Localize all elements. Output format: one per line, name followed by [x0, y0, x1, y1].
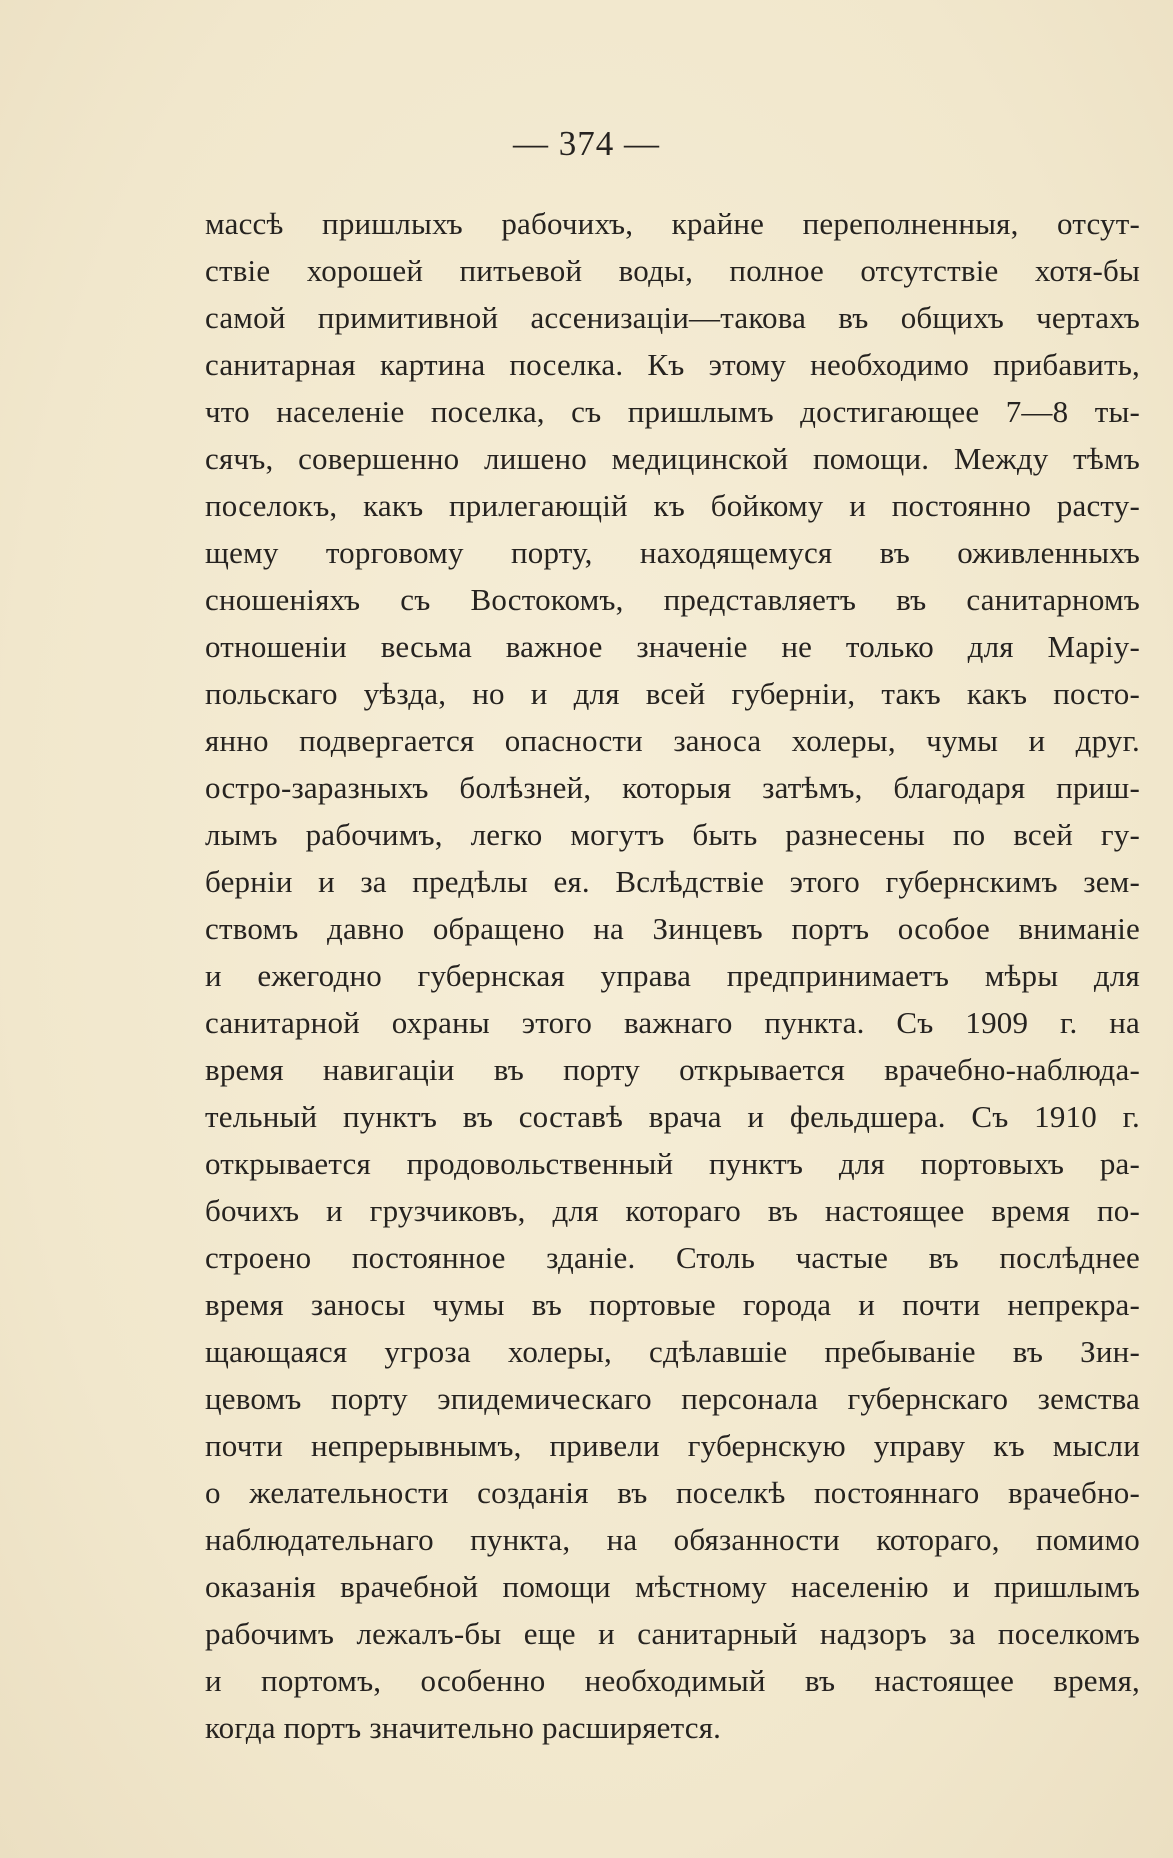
text-line: санитарной охраны этого важнаго пункта. Съ 1909 г. на — [205, 1005, 1140, 1040]
text-line: оказанія врачебной помощи мѣстному населенію и пришлымъ — [205, 1569, 1140, 1604]
text-line: время заносы чумы въ портовые города и почти непрекра- — [205, 1287, 1140, 1322]
text-line: о желательности созданія въ поселкѣ постояннаго врачебно- — [205, 1475, 1140, 1510]
text-line: остро-заразныхъ болѣзней, которыя затѣмъ, благодаря приш- — [205, 770, 1140, 805]
text-line: наблюдательнаго пункта, на обязанности котораго, помимо — [205, 1522, 1140, 1557]
text-line: рабочимъ лежалъ-бы еще и санитарный надзоръ за поселкомъ — [205, 1616, 1140, 1651]
text-line: щающаяся угроза холеры, сдѣлавшіе пребываніе въ Зин- — [205, 1334, 1140, 1369]
text-line: польскаго уѣзда, но и для всей губерніи, такъ какъ посто- — [205, 676, 1140, 711]
text-line: почти непрерывнымъ, привели губернскую управу къ мысли — [205, 1428, 1140, 1463]
text-line: санитарная картина поселка. Къ этому необходимо прибавить, — [205, 347, 1140, 382]
text-line: ствомъ давно обращено на Зинцевъ портъ особое вниманіе — [205, 911, 1140, 946]
page-number: — 374 — — [513, 124, 660, 163]
body-text — [205, 200, 1140, 1751]
text-line: янно подвергается опасности заноса холеры, чумы и друг. — [205, 723, 1140, 758]
text-line: тельный пунктъ въ составѣ врача и фельдшера. Съ 1910 г. — [205, 1099, 1140, 1134]
text-line: поселокъ, какъ прилегающій къ бойкому и постоянно расту- — [205, 488, 1140, 523]
text-line: бочихъ и грузчиковъ, для котораго въ настоящее время по- — [205, 1193, 1140, 1228]
text-line: щему торговому порту, находящемуся въ оживленныхъ — [205, 535, 1140, 570]
text-line: ствіе хорошей питьевой воды, полное отсутствіе хотя-бы — [205, 253, 1140, 288]
text-line: открывается продовольственный пунктъ для портовыхъ ра- — [205, 1146, 1140, 1181]
text-line: отношеніи весьма важное значеніе не только для Маріу- — [205, 629, 1140, 664]
text-line: цевомъ порту эпидемическаго персонала губернскаго земства — [205, 1381, 1140, 1416]
text-line: и портомъ, особенно необходимый въ настоящее время, — [205, 1663, 1140, 1698]
text-line: лымъ рабочимъ, легко могутъ быть разнесены по всей гу- — [205, 817, 1140, 852]
text-line: и ежегодно губернская управа предпринимаетъ мѣры для — [205, 958, 1140, 993]
text-line: сношеніяхъ съ Востокомъ, представляетъ въ санитарномъ — [205, 582, 1140, 617]
text-line: массѣ пришлыхъ рабочихъ, крайне переполненныя, отсут- — [205, 206, 1140, 241]
text-line: самой примитивной ассенизаціи—такова въ общихъ чертахъ — [205, 300, 1140, 335]
text-line: строено постоянное зданіе. Столь частые въ послѣднее — [205, 1240, 1140, 1275]
text-line: сячъ, совершенно лишено медицинской помощи. Между тѣмъ — [205, 441, 1140, 476]
text-line: когда портъ значительно расширяется. — [205, 1710, 722, 1745]
text-line: берніи и за предѣлы ея. Вслѣдствіе этого губернскимъ зем- — [205, 864, 1140, 899]
text-line: что населеніе поселка, съ пришлымъ достигающее 7—8 ты- — [205, 394, 1140, 429]
text-line: время навигаціи въ порту открывается врачебно-наблюда- — [205, 1052, 1140, 1087]
